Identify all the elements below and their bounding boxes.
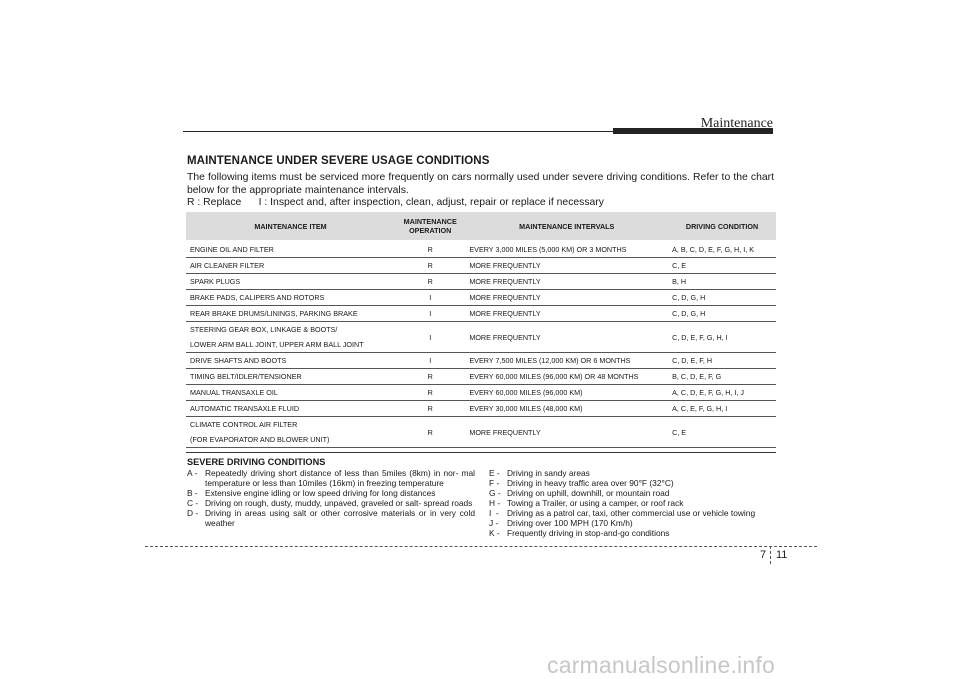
condition-key: I -	[489, 508, 499, 518]
table-row	[186, 258, 776, 274]
cell-driving-condition: C, E	[668, 417, 776, 448]
table-row	[186, 274, 776, 290]
page-number-separator	[770, 546, 771, 564]
table-row	[186, 401, 776, 417]
header-rule	[183, 131, 613, 132]
condition-key: C -	[187, 498, 199, 508]
item-label: AUTOMATIC TRANSAXLE FLUID	[190, 404, 300, 413]
page-number: 11	[776, 549, 788, 561]
condition-key: B -	[187, 488, 198, 498]
cell-maintenance-item	[186, 322, 395, 353]
cell-maintenance-item	[186, 369, 395, 385]
item-label: MANUAL TRANSAXLE OIL	[190, 388, 278, 397]
table-bottom-rule	[186, 452, 776, 453]
condition-text: Driving as a patrol car, taxi, other commercial use or vehicle towing	[507, 508, 756, 518]
cell-interval: MORE FREQUENTLY	[465, 417, 668, 448]
condition-item	[489, 528, 779, 538]
cell-operation: I	[395, 353, 465, 369]
cell-maintenance-item	[186, 385, 395, 401]
condition-text: Driving in heavy traffic area over 90°F (32°C)	[507, 478, 674, 488]
cell-maintenance-item	[186, 353, 395, 369]
condition-item	[187, 498, 475, 508]
item-label: AIR CLEANER FILTER	[190, 261, 265, 270]
cell-operation: I	[395, 306, 465, 322]
header-driving-condition: DRIVING CONDITION	[668, 212, 776, 241]
table-row	[186, 322, 776, 353]
table-row	[186, 306, 776, 322]
item-label-continued: LOWER ARM BALL JOINT, UPPER ARM BALL JOINT	[190, 340, 364, 349]
cell-interval: MORE FREQUENTLY	[465, 258, 668, 274]
cell-driving-condition: C, D, E, F, H	[668, 353, 776, 369]
item-label: CLIMATE CONTROL AIR FILTER	[190, 420, 298, 429]
item-label: STEERING GEAR BOX, LINKAGE & BOOTS/	[190, 325, 338, 334]
cell-operation: I	[395, 290, 465, 306]
cell-interval: MORE FREQUENTLY	[465, 306, 668, 322]
cell-interval: EVERY 3,000 MILES (5,000 KM) OR 3 MONTHS	[465, 241, 668, 258]
condition-key: E -	[489, 468, 500, 478]
cell-operation: R	[395, 417, 465, 448]
condition-key: D -	[187, 508, 199, 518]
table-row	[186, 241, 776, 258]
conditions-list-right	[489, 468, 779, 538]
item-label: TIMING BELT/IDLER/TENSIONER	[190, 372, 302, 381]
cell-maintenance-item	[186, 306, 395, 322]
cell-driving-condition: A, C, E, F, G, H, I	[668, 401, 776, 417]
item-label: REAR BRAKE DRUMS/LININGS, PARKING BRAKE	[190, 309, 358, 318]
condition-item	[489, 488, 779, 498]
condition-item	[489, 478, 779, 488]
condition-text: Driving in areas using salt or other corrosive materials or in very cold weather	[205, 508, 475, 528]
footer-dashed-rule	[145, 546, 817, 547]
condition-key: F -	[489, 478, 500, 488]
condition-key: J -	[489, 518, 499, 528]
table-row	[186, 353, 776, 369]
page-heading: MAINTENANCE UNDER SEVERE USAGE CONDITIONS	[187, 155, 490, 167]
condition-text: Driving in sandy areas	[507, 468, 590, 478]
condition-item	[187, 508, 475, 528]
condition-text: Driving over 100 MPH (170 Km/h)	[507, 518, 633, 528]
cell-operation: R	[395, 385, 465, 401]
intro-text: The following items must be serviced more frequently on cars normally used under severe driving conditions. Refer to the chart below for the appropriate maintenance intervals.	[187, 172, 774, 196]
cell-driving-condition: B, H	[668, 274, 776, 290]
cell-driving-condition: A, C, D, E, F, G, H, I, J	[668, 385, 776, 401]
table-row	[186, 290, 776, 306]
table-body	[186, 241, 776, 448]
header-maintenance-operation: MAINTENANCE OPERATION	[395, 212, 465, 241]
cell-operation: I	[395, 322, 465, 353]
condition-key: H -	[489, 498, 501, 508]
cell-driving-condition: C, D, E, F, G, H, I	[668, 322, 776, 353]
section-title: Maintenance	[700, 116, 773, 131]
cell-interval: EVERY 60,000 MILES (96,000 KM) OR 48 MONTHS	[465, 369, 668, 385]
cell-driving-condition: C, D, G, H	[668, 290, 776, 306]
item-label: DRIVE SHAFTS AND BOOTS	[190, 356, 287, 365]
cell-interval: EVERY 30,000 MILES (48,000 KM)	[465, 401, 668, 417]
cell-interval: MORE FREQUENTLY	[465, 322, 668, 353]
item-label-continued: (FOR EVAPORATOR AND BLOWER UNIT)	[190, 435, 330, 444]
severe-conditions-title: SEVERE DRIVING CONDITIONS	[187, 457, 326, 467]
table-row	[186, 369, 776, 385]
cell-operation: R	[395, 274, 465, 290]
cell-driving-condition: B, C, D, E, F, G	[668, 369, 776, 385]
cell-driving-condition: A, B, C, D, E, F, G, H, I, K	[668, 241, 776, 258]
cell-operation: R	[395, 258, 465, 274]
condition-key: G -	[489, 488, 501, 498]
condition-text: Frequently driving in stop-and-go conditions	[507, 528, 670, 538]
cell-maintenance-item	[186, 417, 395, 448]
condition-text: Repeatedly driving short distance of less than 5miles (8km) in nor- mal temperature or less than 10miles (16km) in freezing temperature	[205, 468, 475, 488]
condition-item	[187, 488, 475, 498]
cell-driving-condition: C, D, G, H	[668, 306, 776, 322]
maintenance-table	[186, 212, 776, 448]
item-label: ENGINE OIL AND FILTER	[190, 245, 274, 254]
header-maintenance-intervals: MAINTENANCE INTERVALS	[465, 212, 668, 241]
watermark-logo: carmanualsonline.info	[547, 652, 775, 678]
condition-item	[187, 468, 475, 488]
cell-maintenance-item	[186, 258, 395, 274]
cell-operation: R	[395, 241, 465, 258]
condition-item	[489, 468, 779, 478]
cell-maintenance-item	[186, 241, 395, 258]
header-maintenance-item: MAINTENANCE ITEM	[186, 212, 395, 241]
condition-text: Driving on rough, dusty, muddy, unpaved, graveled or salt- spread roads	[205, 498, 473, 508]
condition-item	[489, 508, 779, 518]
cell-interval: MORE FREQUENTLY	[465, 274, 668, 290]
cell-operation: R	[395, 401, 465, 417]
table-header-row	[186, 212, 776, 241]
condition-item	[489, 498, 779, 508]
condition-item	[489, 518, 779, 528]
item-label: BRAKE PADS, CALIPERS AND ROTORS	[190, 293, 325, 302]
cell-driving-condition: C, E	[668, 258, 776, 274]
cell-maintenance-item	[186, 290, 395, 306]
cell-maintenance-item	[186, 401, 395, 417]
item-label: SPARK PLUGS	[190, 277, 241, 286]
table-row	[186, 385, 776, 401]
chapter-number: 7	[760, 549, 767, 561]
cell-interval: MORE FREQUENTLY	[465, 290, 668, 306]
conditions-list-left	[187, 468, 475, 528]
condition-key: A -	[187, 468, 198, 478]
cell-interval: EVERY 60,000 MILES (96,000 KM)	[465, 385, 668, 401]
condition-text: Driving on uphill, downhill, or mountain road	[507, 488, 670, 498]
cell-interval: EVERY 7,500 MILES (12,000 KM) OR 6 MONTHS	[465, 353, 668, 369]
operation-legend: R : Replace I : Inspect and, after inspection, clean, adjust, repair or replace if necessary	[187, 197, 604, 208]
condition-text: Extensive engine idling or low speed driving for long distances	[205, 488, 436, 498]
cell-maintenance-item	[186, 274, 395, 290]
cell-operation: R	[395, 369, 465, 385]
table-row	[186, 417, 776, 448]
condition-key: K -	[489, 528, 500, 538]
condition-text: Towing a Trailer, or using a camper, or roof rack	[507, 498, 684, 508]
